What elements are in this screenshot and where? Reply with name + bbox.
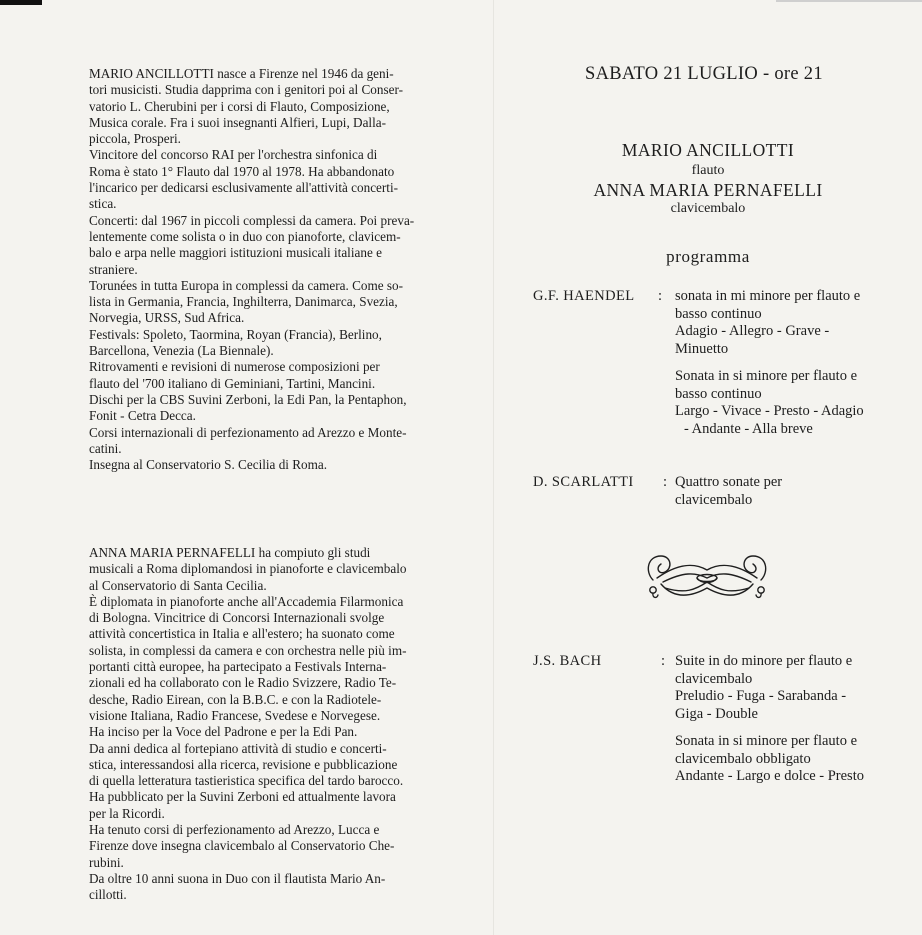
work-movements: Largo - Vivace - Presto - Adagio xyxy=(675,403,864,419)
bio-line: Musica corale. Fra i suoi insegnanti Alfieri, Lupi, Dalla- xyxy=(89,114,387,130)
bio-line: Ritrovamenti e revisioni di numerose composizioni per xyxy=(89,359,380,375)
bio-line: per la Ricordi. xyxy=(89,805,165,821)
composer-scarlatti: D. SCARLATTI xyxy=(533,474,634,490)
performer-1-name: MARIO ANCILLOTTI xyxy=(621,140,795,160)
bio-line: piccola, Prosperi. xyxy=(89,131,181,147)
bio-line: Fonit - Cetra Decca. xyxy=(89,408,196,424)
bio-line: Da anni dedica al fortepiano attività di studio e concerti- xyxy=(89,740,387,756)
works-haendel xyxy=(675,288,905,438)
work-movements: Adagio - Allegro - Grave - xyxy=(675,323,830,339)
bio-line: attività concertistica in Italia e all'estero; ha suonato come xyxy=(89,626,395,642)
bio-line: Dischi per la CBS Suvini Zerboni, la Edi Pan, la Pentaphon, xyxy=(89,391,407,407)
work-title: basso continuo xyxy=(675,305,762,322)
bio-line: straniere. xyxy=(89,261,138,277)
composer-separator: : xyxy=(663,474,668,490)
bio-line: portanti città europee, ha partecipato a Festivals Interna- xyxy=(89,659,387,675)
bio-line: È diplomata in pianoforte anche all'Accademia Filarmonica xyxy=(89,593,404,609)
bio-line: flauto del '700 italiano di Geminiani, Tartini, Mancini. xyxy=(89,375,376,391)
bio-line: l'incarico per dedicarsi esclusivamente all'attività concerti- xyxy=(89,180,399,196)
bio-line: tori musicisti. Studia dapprima con i genitori poi al Conser- xyxy=(89,82,403,98)
work-title: Quattro sonate per xyxy=(675,474,783,490)
bio-line: Barcellona, Venezia (La Biennale). xyxy=(89,343,274,359)
work-movements: Preludio - Fuga - Sarabanda - xyxy=(675,688,847,704)
composer-haendel: G.F. HAENDEL xyxy=(533,288,635,304)
work-title: sonata in mi minore per flauto e xyxy=(675,288,861,304)
bio-line: di quella letteratura tastieristica specifica del tardo barocco. xyxy=(89,773,404,789)
bio-line: Da oltre 10 anni suona in Duo con il flautista Mario An- xyxy=(89,870,386,886)
bio-line: Corsi internazionali di perfezionamento ad Arezzo e Monte- xyxy=(89,424,407,440)
bio-line: Insegna al Conservatorio S. Cecilia di Roma. xyxy=(89,457,328,473)
work-movements: Minuetto xyxy=(675,340,729,357)
bio-line: Torunées in tutta Europa in complessi da camera. Come so- xyxy=(89,277,404,293)
bio-line: Roma è stato 1° Flauto dal 1970 al 1978. Ha abbandonato xyxy=(89,163,395,179)
performer-2-name: ANNA MARIA PERNAFELLI xyxy=(593,180,823,200)
bio-line: stica, interessandosi alla ricerca, revisione e pubblicazione xyxy=(89,756,398,772)
bio-line: stica. xyxy=(89,196,117,212)
work-movements: Andante - Largo e dolce - Presto xyxy=(675,768,864,784)
work-title: clavicembalo xyxy=(675,491,753,508)
bio-line: balo e arpa nelle maggiori istituzioni musicali italiane e xyxy=(89,245,382,261)
bio-line: visione Italiana, Radio Francese, Svedese e Norvegese. xyxy=(89,707,381,723)
bio-line: rubini. xyxy=(89,854,124,870)
composer-separator: : xyxy=(658,288,663,304)
bio-line: catini. xyxy=(89,440,122,456)
work-title: basso continuo xyxy=(675,385,762,402)
bio-line: Ha tenuto corsi di perfezionamento ad Arezzo, Lucca e xyxy=(89,822,380,838)
calligraphic-flourish-icon xyxy=(643,548,771,606)
bio-line: lista in Germania, Francia, Inghilterra, Danimarca, Svezia, xyxy=(89,294,398,310)
bio-ancillotti xyxy=(89,66,449,473)
bio-line: Festivals: Spoleto, Taormina, Royan (Francia), Berlino, xyxy=(89,326,382,342)
bio-line: musicali a Roma diplomandosi in pianoforte e clavicembalo xyxy=(89,561,407,577)
work-movements: Giga - Double xyxy=(675,705,758,722)
page-fold xyxy=(493,0,494,935)
bio-line: solista, in complessi da camera e con orchestra nelle più im- xyxy=(89,642,407,658)
performer-2-instrument: clavicembalo xyxy=(670,201,746,216)
work-title: Suite in do minore per flauto e xyxy=(675,653,853,669)
corner-mark xyxy=(0,0,42,5)
bio-line: lentemente come solista o in duo con pianoforte, clavicem- xyxy=(89,228,401,244)
composer-bach: J.S. BACH xyxy=(533,653,602,669)
bio-line: Firenze dove insegna clavicembalo al Conservatorio Che- xyxy=(89,838,395,854)
concert-date: SABATO 21 LUGLIO - ore 21 xyxy=(585,64,823,84)
bio-line: di Bologna. Vincitrice di Concorsi Internazionali svolge xyxy=(89,610,385,626)
work-title: clavicembalo obbligato xyxy=(675,750,811,767)
bio-line: cillotti. xyxy=(89,887,127,903)
bio-line: desche, Radio Eirean, con la B.B.C. e con la Radiotele- xyxy=(89,691,382,707)
bio-pernafelli xyxy=(89,545,449,904)
works-bach xyxy=(675,653,905,786)
bio-line: Norvegia, URSS, Sud Africa. xyxy=(89,310,245,326)
bio-line: al Conservatorio di Santa Cecilia. xyxy=(89,577,267,593)
bio-line: MARIO ANCILLOTTI nasce a Firenze nel 1946 da geni- xyxy=(89,66,394,81)
work-title: Sonata in si minore per flauto e xyxy=(675,733,858,749)
work-title: Sonata in si minore per flauto e xyxy=(675,368,858,384)
bio-line: vatorio L. Cherubini per i corsi di Flauto, Composizione, xyxy=(89,98,390,114)
top-rule xyxy=(776,0,922,2)
bio-line: Concerti: dal 1967 in piccoli complessi da camera. Poi preva- xyxy=(89,212,415,228)
works-scarlatti xyxy=(675,474,905,509)
bio-line: Ha pubblicato per la Suvini Zerboni ed attualmente lavora xyxy=(89,789,396,805)
bio-line: ANNA MARIA PERNAFELLI ha compiuto gli studi xyxy=(89,545,371,560)
performer-1-instrument: flauto xyxy=(691,163,725,178)
bio-line: Ha inciso per la Voce del Padrone e per la Edi Pan. xyxy=(89,724,358,740)
bio-line: Vincitore del concorso RAI per l'orchestra sinfonica di xyxy=(89,147,378,163)
work-title: clavicembalo xyxy=(675,670,753,687)
program-title: programma xyxy=(666,247,750,266)
work-movements: - Andante - Alla breve xyxy=(684,420,813,437)
composer-separator: : xyxy=(661,653,666,669)
bio-line: zionali ed ha collaborato con le Radio Svizzere, Radio Te- xyxy=(89,675,397,691)
